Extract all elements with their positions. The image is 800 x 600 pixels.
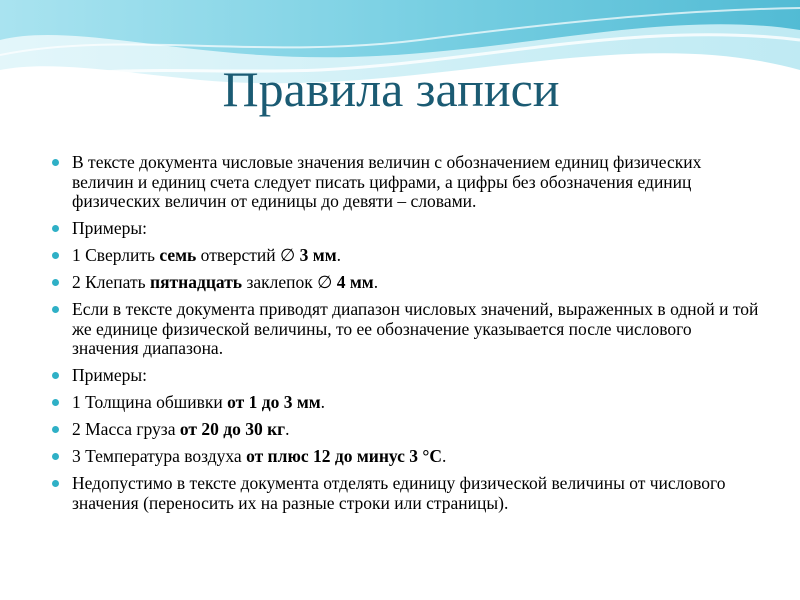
list-item-text: . — [285, 419, 290, 439]
list-item — [52, 273, 760, 293]
slide-title: Правила записи — [222, 61, 560, 117]
list-item — [52, 447, 760, 467]
list-item-text: отверстий — [196, 245, 281, 265]
list-item-emphasis: 4 мм — [336, 272, 374, 292]
list-item-emphasis: семь — [159, 245, 197, 265]
bullet-icon — [52, 480, 59, 487]
list-item-text: В тексте документа числовые значения величин с обозначением единиц физических величин и единиц счета следует писать цифрами, а цифры без обозначения единиц физических величин от единицы до девяти – словами. — [72, 152, 702, 211]
list-item-text: . — [320, 392, 326, 412]
bullet-icon — [52, 225, 59, 232]
list-item-text: 1 Толщина обшивки — [72, 392, 228, 412]
list-item — [52, 420, 760, 440]
bullet-icon — [52, 159, 59, 166]
list-item-text: 3 Температура воздуха — [72, 446, 247, 466]
list-item-text: Если в тексте документа приводят диапазон числовых значений, выраженных в одной и той же единице физической величины, то ее обозначение указывается после числового значения диапазона. — [72, 299, 759, 358]
list-item-text: 2 Клепать — [72, 272, 150, 292]
list-item-text: . — [442, 446, 447, 466]
list-item — [52, 474, 760, 513]
list-item — [52, 153, 760, 212]
list-item-text: . — [336, 245, 342, 265]
bullet-icon — [52, 399, 59, 406]
list-item — [52, 393, 760, 413]
list-item-text: Недопустимо в тексте документа отделять единицу физической величины от числового значения (переносить их на разные строки или страницы). — [72, 473, 726, 513]
list-item — [52, 366, 760, 386]
rules-list — [52, 153, 760, 521]
bullet-icon — [52, 279, 59, 286]
list-item — [52, 246, 760, 266]
list-item-text: Примеры: — [72, 218, 147, 238]
list-item-emphasis: от плюс 12 до минус 3 °С — [246, 446, 443, 466]
bullet-icon — [52, 252, 59, 259]
list-item-emphasis: от 20 до 30 кг — [179, 419, 286, 439]
list-item-text: Примеры: — [72, 365, 147, 385]
list-item-text: 2 Масса груза — [72, 419, 180, 439]
bullet-icon — [52, 426, 59, 433]
diameter-symbol: ∅ — [317, 272, 333, 292]
list-item — [52, 219, 760, 239]
list-item-text: заклепок — [242, 272, 318, 292]
diameter-symbol: ∅ — [280, 245, 296, 265]
list-item-emphasis: пятнадцать — [149, 272, 243, 292]
list-item — [52, 300, 760, 359]
bullet-icon — [52, 306, 59, 313]
bullet-icon — [52, 372, 59, 379]
list-item-text: 1 Сверлить — [72, 245, 160, 265]
bullet-icon — [52, 453, 59, 460]
list-item-emphasis: 3 мм — [299, 245, 337, 265]
list-item-emphasis: от 1 до 3 мм — [227, 392, 321, 412]
list-item-text: . — [373, 272, 379, 292]
